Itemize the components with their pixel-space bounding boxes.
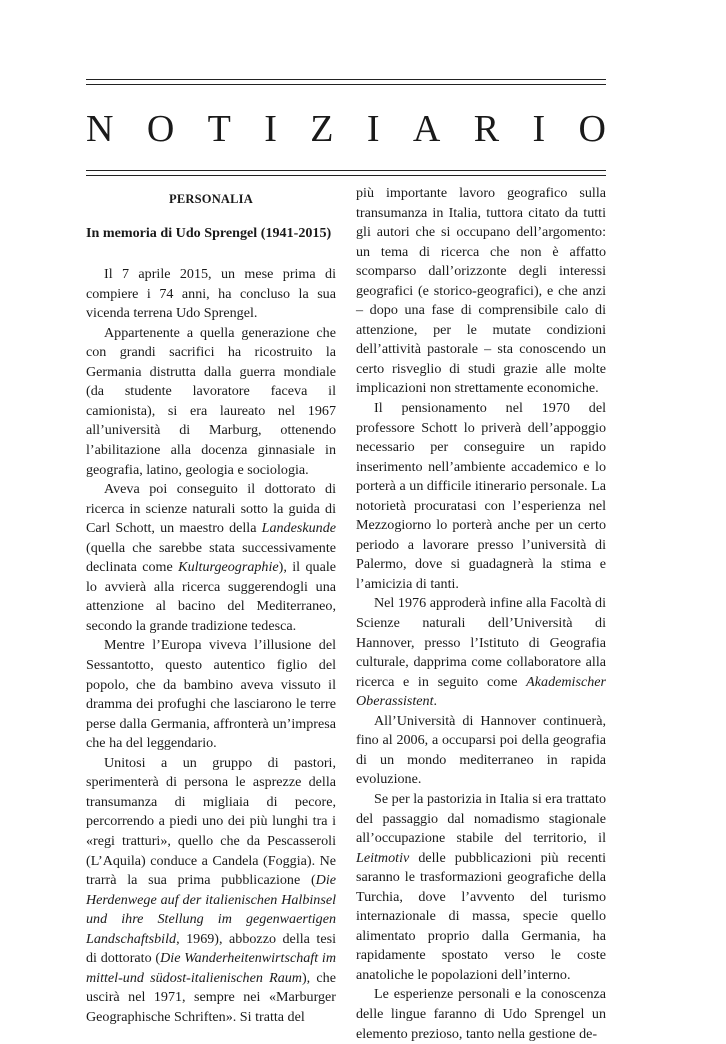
masthead-letter: T — [207, 108, 231, 150]
body-paragraph — [86, 636, 336, 753]
text-run: delle pubblicazioni più recenti saranno le trasformazioni geografiche della Turchia, dove l’avvento del turismo internazionale di massa, specie quello alimentato proprio dalla Germania, ha rapidamente spostato verso le coste anatoliche le popolazioni dell’interno. — [356, 849, 606, 983]
rule-line — [86, 175, 606, 176]
section-heading: PERSONALIA — [169, 192, 253, 206]
rule-line — [86, 84, 606, 85]
italic-term: Kulturgeographie — [178, 559, 279, 576]
text-run: Appartenente a quella generazione che con grandi sacrifici ha ricostruito la Germania distrutta dalla guerra mondiale (da studente lavoratore faceva il camionista), si era laureato nel 1967 all’università di Marburg, ottenendo l’abilitazione alla docenza ginnasiale in geografia, latino, geologia e sociologia. — [86, 324, 336, 478]
body-paragraph — [86, 754, 336, 1028]
text-run: più importante lavoro geografico sulla transumanza in Italia, tuttora citato da tutti gli autori che si occupano dell’argomento: un tema di ricerca che non è affatto scomparso dall’orizzonte degli interessi geografici (e storico-geografici), e che anzi – dopo una fase di comprensibile calo di attenzione, per le mutate condizioni dell’attività pastorale – sta conoscendo un certo risveglio di studi grazie alle molte implicazioni non strettamente economiche. — [356, 185, 606, 397]
right-column — [356, 184, 606, 1044]
text-run: All’Università di Hannover continuerà, fino al 2006, a occuparsi poi della geografia di un mondo mediterraneo in rapida evoluzione. — [356, 712, 606, 788]
text-run: Il pensionamento nel 1970 del professore Schott lo priverà dell’appoggio necessario per conseguire un rapido inserimento nell’ambiente accademico e lo porterà a un difficile itinerario personale. La notorietà procuratasi con l’esperienza nel Mezzogiorno lo porterà anche per un certo periodo a lavorare presso l’università di Palermo, dove si guadagnerà la stima e l’amicizia di tanti. — [356, 400, 606, 592]
body-paragraph — [356, 790, 606, 985]
right-column-body — [356, 184, 606, 1044]
masthead-letter: I — [366, 108, 380, 150]
article-title: In memoria di Udo Sprengel (1941-2015) — [86, 224, 332, 241]
masthead-letter: O — [578, 108, 606, 150]
text-run: Il 7 aprile 2015, un mese prima di compiere i 74 anni, ha concluso la sua vicenda terrena Udo Sprengel. — [86, 266, 336, 322]
text-run: ), che uscirà nel 1971, sempre nei «Marburger Geographische Schriften». Si tratta del — [86, 969, 336, 1025]
masthead-letter: O — [146, 108, 175, 150]
body-paragraph — [86, 265, 336, 324]
rule-line — [86, 170, 606, 171]
body-paragraph — [356, 399, 606, 594]
text-run: Nel 1976 approderà infine alla Facoltà di Scienze naturali dell’Università di Hannover, presso l’Istituto di Geografia culturale, dapprima come collaboratore alla ricerca e in seguito come — [356, 595, 606, 690]
text-run: (quella che sarebbe stata successivamente declinata come — [86, 539, 336, 576]
left-column-body — [86, 265, 336, 1027]
text-run: Se per la pastorizia in Italia si era trattato del passaggio dal nomadismo stagionale all’occupazione stabile del territorio, il — [356, 790, 606, 847]
masthead-letter: I — [264, 108, 277, 150]
text-run: Aveva poi conseguito il dottorato di ricerca in scienze naturali sotto la guida di Carl Schott, un maestro della — [86, 481, 336, 537]
top-double-rule — [86, 79, 606, 85]
body-paragraph — [356, 184, 606, 399]
text-run: Mentre l’Europa viveva l’illusione del Sessantotto, questo autentico figlio del popolo, che da bambino aveva vissuto il dramma dei profughi che lasciarono le terre perse dalla Germania, affronterà un’impresa che ha del leggendario. — [86, 637, 336, 752]
italic-term: Akademischer Oberassistent — [356, 673, 606, 710]
italic-term: Die Wanderheitenwirtschaft im mittel-und südost-italienischen Raum — [86, 950, 336, 986]
text-run: Le esperienze personali e la conoscenza delle lingue faranno di Udo Sprengel un elemento prezioso, tanto nella gestione de- — [356, 986, 606, 1042]
text-run: . — [433, 693, 438, 710]
masthead-letter: N — [86, 108, 114, 150]
left-column — [86, 184, 336, 1027]
body-paragraph — [356, 712, 606, 790]
italic-term: Landeskunde — [261, 520, 336, 537]
rule-line — [86, 79, 606, 80]
text-run: , 1969), abbozzo della tesi di dottorato ( — [86, 930, 336, 967]
masthead-letter: R — [473, 108, 500, 150]
text-run: ), il quale lo avvierà alla ricerca suggerendogli una attenzione al bacino del Mediterraneo, secondo la grande tradizione tedesca. — [86, 559, 336, 634]
body-paragraph — [356, 985, 606, 1044]
masthead-title — [86, 107, 606, 151]
body-paragraph — [86, 480, 336, 636]
text-run: Unitosi a un gruppo di pastori, sperimenterà di persona le asprezze della transumanza di migliaia di pecore, percorrendo a piedi uno dei più lunghi tra i «regi tratturi», quello che da Pescasseroli (L’Aquila) conduce a Candela (Foggia). Ne trarrà la sua prima pubblicazione ( — [86, 754, 336, 889]
masthead-letter: Z — [310, 108, 334, 150]
masthead-double-rule — [86, 170, 606, 176]
italic-term: Leitmotiv — [356, 849, 410, 866]
italic-term: Die Herdenwege auf der italienischen Halbinsel und ihre Stellung im gegenwaertigen Landschaftsbild — [86, 872, 336, 947]
body-paragraph — [356, 594, 606, 711]
masthead-letter: A — [412, 108, 441, 150]
masthead-letter: I — [532, 108, 546, 150]
body-paragraph — [86, 324, 336, 480]
